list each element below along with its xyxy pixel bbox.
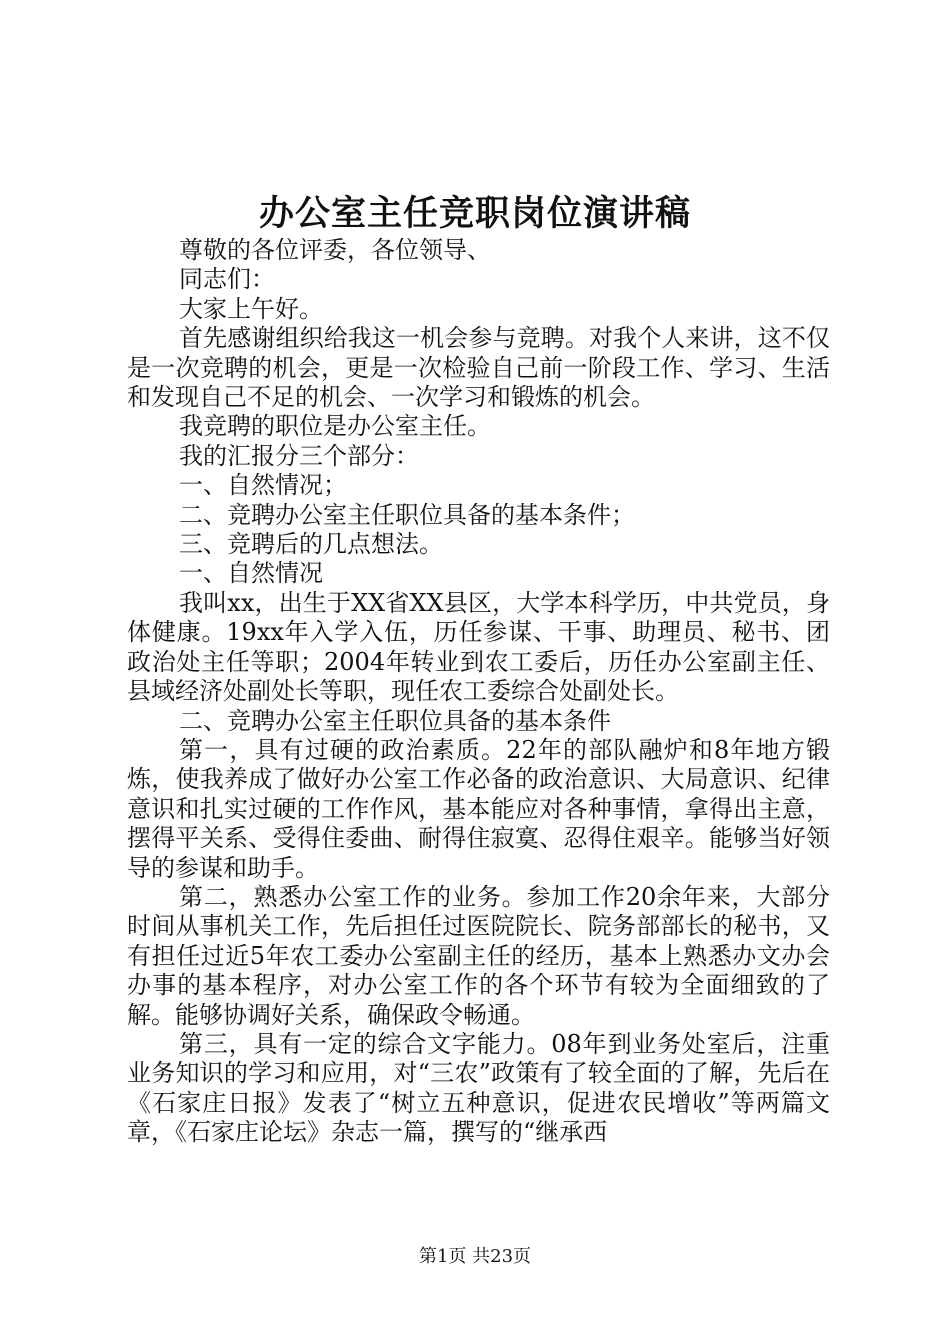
section-heading: 二、竞聘办公室主任职位具备的基本条件 [179, 706, 611, 735]
paragraph: 一、自然情况； [179, 471, 347, 500]
paragraph: 第二，熟悉办公室工作的业务。参加工作20余年来，大部分时间从事机关工作，先后担任过医院院长、院务部部长的秘书，又有担任过近5年农工委办公室副主任的经历，基本上熟悉办文办会办事的基本程序，对办公室工作的各个环节有较为全面细致的了解。能够协调好关系，确保政令畅通。 [127, 882, 830, 1029]
paragraph: 我叫xx，出生于XX省XX县区，大学本科学历，中共党员，身体健康。19xx年入学入伍，历任参谋、干事、助理员、秘书、团政治处主任等职；2004年转业到农工委后，历任办公室副主任、县域经济处副处长等职，现任农工委综合处副处长。 [127, 588, 830, 706]
document-title: 办公室主任竞职岗位演讲稿 [258, 193, 691, 234]
paragraph: 同志们： [179, 265, 275, 294]
paragraph: 我的汇报分三个部分： [179, 441, 419, 470]
paragraph: 二、竞聘办公室主任职位具备的基本条件； [179, 500, 635, 529]
page-number: 第1页 共23页 [418, 1246, 532, 1267]
section-heading: 一、自然情况 [179, 559, 323, 588]
paragraph: 首先感谢组织给我这一机会参与竞聘。对我个人来讲，这不仅是一次竞聘的机会，更是一次检验自己前一阶段工作、学习、生活和发现自己不足的机会、一次学习和锻炼的机会。 [127, 324, 830, 412]
paragraph: 我竞聘的职位是办公室主任。 [179, 412, 491, 441]
paragraph: 三、竞聘后的几点想法。 [179, 530, 443, 559]
document-body [127, 236, 830, 1148]
paragraph: 第一，具有过硬的政治素质。22年的部队融炉和8年地方锻炼，使我养成了做好办公室工作必备的政治意识、大局意识、纪律意识和扎实过硬的工作作风，基本能应对各种事情，拿得出主意，摆得平关系、受得住委曲、耐得住寂寞、忍得住艰辛。能够当好领导的参谋和助手。 [127, 735, 830, 882]
paragraph: 大家上午好。 [179, 294, 323, 323]
paragraph: 尊敬的各位评委，各位领导、 [179, 236, 491, 264]
paragraph: 第三，具有一定的综合文字能力。08年到业务处室后，注重业务知识的学习和应用，对“三农”政策有了较全面的了解，先后在《石家庄日报》发表了“树立五种意识，促进农民增收”等两篇文章，《石家庄论坛》杂志一篇，撰写的“继承西 [127, 1029, 830, 1147]
